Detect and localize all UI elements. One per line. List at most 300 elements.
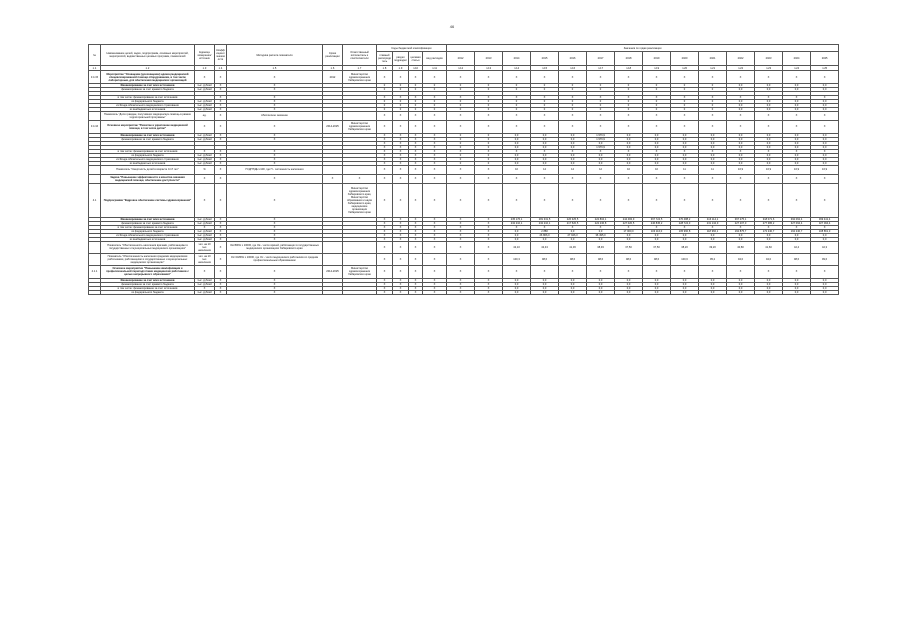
row-value-cell: X <box>559 111 587 120</box>
row-value-cell: X <box>423 183 447 217</box>
row-value-cell: 0 <box>423 107 447 111</box>
row-value-cell: 0 <box>393 84 409 88</box>
row-unit-cell: X <box>195 225 215 229</box>
row-number-cell <box>89 253 101 265</box>
row-number-cell <box>89 111 101 120</box>
row-value-cell: X <box>447 95 475 99</box>
row-value-cell: 0,0 <box>531 282 559 286</box>
row-value-cell: X <box>671 183 699 217</box>
row-value-cell: 14 <box>531 165 559 174</box>
row-value-cell: X <box>643 174 671 183</box>
row-value-cell: X <box>377 233 393 237</box>
row-term-cell: 2014-2025 <box>323 120 343 133</box>
row-value-cell: 0,0 <box>699 233 727 237</box>
row-value-cell: 0,0 <box>531 137 559 141</box>
row-value-cell: 0,0 <box>671 133 699 137</box>
row-term-cell: 2012 <box>323 71 343 84</box>
row-value-cell: X <box>377 237 393 241</box>
header-year: 2016 <box>559 52 587 66</box>
row-value-cell: 0,0 <box>615 161 643 165</box>
row-value-cell: 0 <box>409 107 423 111</box>
row-value-cell: 0,0 <box>503 282 531 286</box>
row-value-cell: X <box>755 95 783 99</box>
row-value-cell: X <box>409 282 423 286</box>
row-value-cell: 0 <box>475 107 503 111</box>
row-value-cell: X <box>409 217 423 221</box>
row-value-cell: X <box>727 265 755 278</box>
row-name-cell: в том числе: финансирование за счет источников <box>101 225 195 229</box>
row-value-cell: 0,0 <box>671 286 699 290</box>
row-value-cell: 231 134,9 <box>699 221 727 225</box>
row-name-cell: Мероприятие "Оснащение (дооснащение) единиц медицинской специализированной помощи оборудованием, в том числе лабораторным, для обеспечения медицинских организаций <box>101 71 195 84</box>
table-row <box>89 183 839 217</box>
row-value-cell: 0,0 <box>727 237 755 241</box>
row-value-cell: X <box>423 237 447 241</box>
row-value-cell: 0 <box>475 137 503 141</box>
row-value-cell: X <box>503 95 531 99</box>
row-value-cell: 0 <box>615 99 643 103</box>
row-value-cell: 37,50 <box>615 241 643 253</box>
row-value-cell: 228 724,3 <box>671 221 699 225</box>
column-number: п.1 <box>89 66 101 71</box>
row-value-cell: 0,0 <box>531 290 559 294</box>
row-value-cell: 0,0 <box>727 133 755 137</box>
row-value-cell: 0,0 <box>643 290 671 294</box>
row-value-cell: 318 071,6 <box>755 217 783 221</box>
row-value-cell: X <box>423 253 447 265</box>
row-value-cell: 281 331,5 <box>531 217 559 221</box>
row-value-cell: 0,0 <box>811 99 839 103</box>
row-value-cell: X <box>811 71 839 84</box>
row-value-cell: 0,0 <box>559 133 587 137</box>
row-name-cell: в том числе: финансирование за счет источников <box>101 286 195 290</box>
row-value-cell: 0,0 <box>755 286 783 290</box>
row-value-cell: X <box>409 137 423 141</box>
row-value-cell: X <box>531 265 559 278</box>
row-value-cell: 0,0 <box>559 161 587 165</box>
row-value-cell: 0 <box>587 107 615 111</box>
page-number: 46 <box>449 24 455 29</box>
row-value-cell: X <box>503 183 531 217</box>
row-value-cell: X <box>559 265 587 278</box>
row-coef-cell: X <box>215 84 227 88</box>
row-value-cell: X <box>423 71 447 84</box>
row-value-cell: X <box>393 290 409 294</box>
row-value-cell: 0,0 <box>503 237 531 241</box>
row-method-cell: X <box>227 233 323 237</box>
row-value-cell: 0,0 <box>587 278 615 282</box>
row-value-cell: 227 020,5 <box>615 221 643 225</box>
row-value-cell: X <box>447 278 475 282</box>
row-method-cell: П=ДПТ/ДН х100, где П - численность населения <box>227 165 323 174</box>
row-value-cell: 10 <box>615 165 643 174</box>
header-no: № <box>89 45 101 66</box>
row-value-cell: 41,60 <box>755 241 783 253</box>
row-coef-cell: X <box>215 107 227 111</box>
row-value-cell: 0 <box>531 103 559 107</box>
row-value-cell: X <box>393 282 409 286</box>
row-value-cell: 0 <box>559 88 587 92</box>
row-name-cell: Финансирование за счет всех источников <box>101 84 195 88</box>
row-value-cell: 0 <box>475 157 503 161</box>
row-value-cell: 0,0 <box>503 161 531 165</box>
row-value-cell: X <box>393 133 409 137</box>
row-value-cell: 222 236,8 <box>587 221 615 225</box>
row-value-cell: 0,0 <box>671 278 699 282</box>
row-coef-cell: X <box>215 120 227 133</box>
row-value-cell: X <box>409 120 423 133</box>
row-value-cell: 0,0 <box>615 290 643 294</box>
row-value-cell: 0,0 <box>531 145 559 149</box>
row-value-cell: X <box>699 225 727 229</box>
row-name-cell: финансирование за счет краевого бюджета <box>101 88 195 92</box>
row-value-cell: 0,0 <box>643 282 671 286</box>
row-value-cell: 16,9 <box>727 165 755 174</box>
row-value-cell: 0,0 <box>587 153 615 157</box>
table-row <box>89 174 839 183</box>
row-value-cell: 0,0 <box>559 137 587 141</box>
row-name-cell: из федерального бюджета <box>101 153 195 157</box>
row-value-cell: 0,0 <box>671 233 699 237</box>
column-number: п.16 <box>559 66 587 71</box>
row-value-cell: X <box>377 241 393 253</box>
row-value-cell: 0,0 <box>531 133 559 137</box>
row-value-cell: 227 207,0 <box>727 221 755 225</box>
row-method-cell: Ос=СМР/Н х 10000, где Ос - число медицинских работников со средним профессиональным образованием <box>227 253 323 265</box>
row-value-cell: X <box>615 120 643 133</box>
row-value-cell: 0 <box>475 153 503 157</box>
row-term-cell <box>323 183 343 217</box>
row-coef-cell: X <box>215 286 227 290</box>
row-value-cell: X <box>377 225 393 229</box>
row-value-cell: X <box>377 265 393 278</box>
row-value-cell: X <box>699 95 727 99</box>
row-value-cell: 0,0 <box>531 153 559 157</box>
row-number-cell: 3.4.16 <box>89 120 101 133</box>
row-value-cell: X <box>615 225 643 229</box>
row-method-cell: X <box>227 161 323 165</box>
row-value-cell: X <box>423 265 447 278</box>
row-value-cell: 12 <box>587 165 615 174</box>
row-value-cell: 0 <box>447 161 475 165</box>
row-value-cell: 0,0 <box>559 229 587 233</box>
row-term-cell <box>323 290 343 294</box>
row-value-cell: 27 946,3 <box>559 233 587 237</box>
row-value-cell: X <box>393 237 409 241</box>
row-value-cell: 0 <box>503 107 531 111</box>
row-value-cell: 40,80 <box>727 241 755 253</box>
row-value-cell: 98,6 <box>587 253 615 265</box>
row-responsible-cell <box>343 290 377 294</box>
column-number: п.8 <box>377 66 393 71</box>
row-value-cell: X <box>615 71 643 84</box>
header-year: 2025 <box>811 52 839 66</box>
row-method-cell: X <box>227 265 323 278</box>
row-value-cell: X <box>587 111 615 120</box>
row-value-cell: 1 976,9 <box>587 137 615 141</box>
row-value-cell: X <box>559 120 587 133</box>
row-value-cell: 0,0 <box>727 141 755 145</box>
row-unit-cell: чел. на 10 тыс. населения <box>195 253 215 265</box>
row-value-cell: X <box>377 282 393 286</box>
row-value-cell: 0,0 <box>615 278 643 282</box>
row-value-cell: X <box>423 165 447 174</box>
row-value-cell: X <box>409 229 423 233</box>
row-value-cell: X <box>409 149 423 153</box>
header-method: Методика расчета показателя <box>227 45 323 66</box>
column-number: п.9 <box>393 66 409 71</box>
row-method-cell: X <box>227 174 323 183</box>
row-value-cell: 1 976,9 <box>587 145 615 149</box>
row-value-cell: X <box>475 282 503 286</box>
row-value-cell: 0,0 <box>755 141 783 145</box>
row-value-cell: X <box>531 71 559 84</box>
row-value-cell: X <box>811 225 839 229</box>
row-value-cell: X <box>671 149 699 153</box>
row-value-cell: X <box>783 71 811 84</box>
row-value-cell: 232 210,1 <box>503 221 531 225</box>
row-value-cell: X <box>393 141 409 145</box>
column-number: п.21 <box>699 66 727 71</box>
table-row <box>89 120 839 133</box>
row-coef-cell: X <box>215 290 227 294</box>
row-name-cell: Показатель "Смертность детей в возрасте 0-17 лет" <box>101 165 195 174</box>
row-value-cell: 0 <box>503 84 531 88</box>
row-value-cell: X <box>409 141 423 145</box>
row-value-cell: 2 880 <box>531 229 559 233</box>
column-number: п.5 <box>227 66 323 71</box>
row-value-cell: 26 866,0 <box>531 233 559 237</box>
header-year: 2024 <box>783 52 811 66</box>
row-value-cell: 172 240,7 <box>755 229 783 233</box>
header-values: Значения по годам реализации <box>447 45 839 52</box>
row-value-cell: X <box>377 183 393 217</box>
row-value-cell: X <box>393 161 409 165</box>
row-coef-cell: X <box>215 225 227 229</box>
row-unit-cell: тыс. рублей <box>195 99 215 103</box>
row-value-cell: 0,0 <box>531 286 559 290</box>
row-name-cell: из Фонда обязательного медицинского страхования <box>101 157 195 161</box>
row-value-cell: X <box>615 95 643 99</box>
row-value-cell: 0 <box>643 88 671 92</box>
header-year: 2019 <box>643 52 671 66</box>
row-number-cell: 3.4.15 <box>89 71 101 84</box>
row-value-cell: 0,0 <box>755 103 783 107</box>
row-value-cell: X <box>377 161 393 165</box>
row-value-cell: 0,0 <box>615 133 643 137</box>
header-term: Сроки реализации <box>323 45 343 66</box>
row-value-cell: 0 <box>587 99 615 103</box>
row-value-cell: 0 <box>423 84 447 88</box>
row-value-cell: 0,0 <box>615 137 643 141</box>
row-value-cell: X <box>727 120 755 133</box>
row-unit-cell: X <box>195 183 215 217</box>
row-value-cell: X <box>643 265 671 278</box>
row-value-cell: 0,0 <box>755 233 783 237</box>
row-value-cell: X <box>393 241 409 253</box>
row-value-cell: 0,0 <box>727 84 755 88</box>
row-value-cell: 0 <box>699 84 727 88</box>
row-value-cell: X <box>755 265 783 278</box>
row-value-cell: X <box>811 111 839 120</box>
column-number: п.10 <box>409 66 423 71</box>
row-value-cell: X <box>377 133 393 137</box>
row-value-cell: 94,0 <box>727 253 755 265</box>
row-value-cell: X <box>755 111 783 120</box>
row-value-cell: 0,0 <box>783 145 811 149</box>
row-value-cell: 0,0 <box>531 237 559 241</box>
row-name-cell: Показатель "Доля граждан, получивших медицинскую помощь в рамках территориальной программы" <box>101 111 195 120</box>
row-value-cell: X <box>727 174 755 183</box>
row-value-cell: 226 325,5 <box>559 217 587 221</box>
row-name-cell: из федерального бюджета <box>101 99 195 103</box>
row-value-cell: 118 960,1 <box>699 229 727 233</box>
row-value-cell: X <box>671 225 699 229</box>
row-name-cell: из федерального бюджета <box>101 290 195 294</box>
row-value-cell: 1 976,9 <box>587 133 615 137</box>
row-value-cell: 0,0 <box>783 107 811 111</box>
row-value-cell: X <box>409 153 423 157</box>
row-method-cell: X <box>227 286 323 290</box>
row-name-cell: из внебюджетных источников <box>101 107 195 111</box>
header-year: 2021 <box>699 52 727 66</box>
row-value-cell: X <box>393 95 409 99</box>
row-value-cell: X <box>409 161 423 165</box>
row-unit-cell: X <box>195 265 215 278</box>
row-value-cell: 0,0 <box>811 107 839 111</box>
row-value-cell: X <box>393 225 409 229</box>
row-value-cell: 392 062,4 <box>783 217 811 221</box>
row-method-cell: X <box>227 107 323 111</box>
row-value-cell: 0,0 <box>559 153 587 157</box>
row-unit-cell: тыс. рублей <box>195 157 215 161</box>
row-value-cell: 0 <box>615 84 643 88</box>
row-value-cell: X <box>393 120 409 133</box>
row-value-cell: X <box>699 111 727 120</box>
row-value-cell: 0,0 <box>783 84 811 88</box>
row-value-cell: 0,0 <box>755 137 783 141</box>
row-value-cell: 0,0 <box>783 290 811 294</box>
row-name-cell: Финансирование за счет всех источников <box>101 278 195 282</box>
row-value-cell: X <box>783 174 811 183</box>
row-value-cell: X <box>447 241 475 253</box>
row-value-cell: X <box>587 95 615 99</box>
row-value-cell: 98,6 <box>615 253 643 265</box>
row-value-cell: 0,0 <box>811 237 839 241</box>
row-method-cell: Ов=ВР/Н х 10000, где Ов - число врачей, работающих в государственных медицинских организациях Хабаровского края <box>227 241 323 253</box>
row-method-cell: X <box>227 120 323 133</box>
row-value-cell: 0 <box>559 103 587 107</box>
row-coef-cell: X <box>215 88 227 92</box>
row-value-cell: X <box>409 71 423 84</box>
row-value-cell: X <box>475 237 503 241</box>
row-value-cell: 0,0 <box>727 99 755 103</box>
row-value-cell: X <box>699 265 727 278</box>
row-value-cell: 0,0 <box>811 157 839 161</box>
row-value-cell: X <box>783 265 811 278</box>
row-value-cell: 0 <box>559 99 587 103</box>
row-value-cell: X <box>475 174 503 183</box>
row-value-cell: X <box>727 149 755 153</box>
program-indicators-table <box>88 44 839 295</box>
row-value-cell: 0 <box>423 99 447 103</box>
row-value-cell: 0 <box>447 99 475 103</box>
row-value-cell: 0,0 <box>727 88 755 92</box>
row-value-cell: 98,6 <box>643 253 671 265</box>
row-value-cell: 39,20 <box>699 241 727 253</box>
column-number: п.14 <box>503 66 531 71</box>
row-name-cell: в том числе: финансирование за счет источников <box>101 95 195 99</box>
row-value-cell: X <box>423 229 447 233</box>
row-value-cell: 0 <box>393 103 409 107</box>
row-value-cell: 0 <box>615 103 643 107</box>
row-value-cell: 0 <box>699 107 727 111</box>
row-value-cell: 0 <box>475 84 503 88</box>
row-value-cell: X <box>671 120 699 133</box>
row-value-cell: 11 <box>671 165 699 174</box>
column-number: п.11 <box>423 66 447 71</box>
row-value-cell: 0,0 <box>811 133 839 137</box>
row-value-cell: X <box>423 286 447 290</box>
row-value-cell: 0,0 <box>671 137 699 141</box>
row-value-cell: 0,0 <box>587 157 615 161</box>
row-value-cell: X <box>671 71 699 84</box>
row-value-cell: 0,0 <box>671 145 699 149</box>
column-number: п.24 <box>783 66 811 71</box>
row-method-cell: X <box>227 133 323 137</box>
row-value-cell: 0,0 <box>755 84 783 88</box>
row-value-cell: 0,0 <box>671 141 699 145</box>
row-method-cell: Абсолютное значение <box>227 111 323 120</box>
row-value-cell: X <box>475 183 503 217</box>
row-value-cell: 0,0 <box>671 290 699 294</box>
row-value-cell: X <box>393 217 409 221</box>
row-value-cell: 0,0 <box>727 233 755 237</box>
row-value-cell: X <box>393 165 409 174</box>
header-year: 2020 <box>671 52 699 66</box>
row-value-cell: 0,0 <box>643 278 671 282</box>
row-value-cell: X <box>393 233 409 237</box>
row-value-cell: X <box>393 286 409 290</box>
row-value-cell: 0,0 <box>671 282 699 286</box>
row-value-cell: X <box>377 290 393 294</box>
row-value-cell: X <box>423 133 447 137</box>
row-name-cell: из внебюджетных источников <box>101 237 195 241</box>
row-value-cell: X <box>423 161 447 165</box>
row-value-cell: 0,0 <box>503 286 531 290</box>
row-value-cell: 0,0 <box>783 278 811 282</box>
row-value-cell: X <box>423 141 447 145</box>
row-value-cell: 370 488,2 <box>671 217 699 221</box>
row-value-cell: X <box>811 149 839 153</box>
row-coef-cell: X <box>215 237 227 241</box>
row-value-cell: 0 <box>699 88 727 92</box>
row-responsible-cell: X <box>343 174 377 183</box>
row-responsible-cell <box>343 253 377 265</box>
row-value-cell: 0,0 <box>755 99 783 103</box>
row-value-cell: 100,3 <box>503 253 531 265</box>
row-value-cell: X <box>587 183 615 217</box>
row-value-cell: X <box>475 278 503 282</box>
row-value-cell: X <box>423 225 447 229</box>
row-value-cell: X <box>811 174 839 183</box>
row-value-cell: X <box>559 174 587 183</box>
row-value-cell: 0,0 <box>559 141 587 145</box>
row-value-cell: 0,0 <box>615 141 643 145</box>
row-value-cell: 0,0 <box>503 290 531 294</box>
row-value-cell: 0 <box>393 88 409 92</box>
row-value-cell: 0,0 <box>755 290 783 294</box>
